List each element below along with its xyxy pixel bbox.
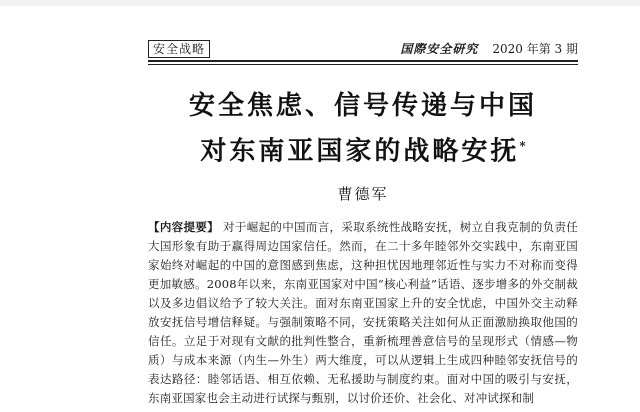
author-name: 曹德军 bbox=[337, 185, 389, 203]
abstract-label: 【内容提要】 bbox=[148, 220, 220, 234]
journal-name: 国際安全研究 bbox=[400, 42, 479, 56]
abstract-text: 对于崛起的中国而言，采取系统性战略安抚，树立自我克制的负责任大国形象有助于赢得周边国家信任。然而，在二十多年睦邻外交实践中，东南亚国家始终对崛起的中国的意图感到焦虑，这种担忧因地理邻近性与实力不对称而变得更加敏感。2008年以来，东南亚国家对中国“核心利益”话语、逐步增多的外交制裁以及多边倡议给予了较大关注。面对东南亚国家上升的安全忧虑，中国外交主动释放安抚信号增信释疑。与强制策略不同，安抚策略关注如何从正面激励换取他国的信任。立足于对现有文献的批判性整合，重新梳理善意信号的呈现形式（情感—物质）与成本来源（内生—外生）两大维度，可以从逻辑上生成四种睦邻安抚信号的表达路径：睦邻话语、相互依赖、无私援助与制度约束。面对中国的吸引与安抚，东南亚国家也会主动进行试探与甄别，以讨价还价、社会化、对冲试探和制 bbox=[148, 220, 578, 405]
top-edge-bar bbox=[0, 0, 640, 6]
title-line-2-text: 对东南亚国家的战略安抚 bbox=[200, 136, 520, 167]
article-title bbox=[148, 86, 578, 172]
issue-number: 2020 年第 3 期 bbox=[492, 42, 578, 56]
abstract bbox=[148, 218, 578, 408]
header-right bbox=[400, 41, 578, 57]
title-line-2 bbox=[148, 126, 578, 172]
header-rule-thin bbox=[148, 64, 578, 65]
page-header bbox=[148, 40, 578, 58]
title-line-1: 安全焦虑、信号传递与中国 bbox=[188, 91, 537, 121]
header-rule-thick bbox=[148, 60, 578, 62]
title-footnote-mark: * bbox=[519, 139, 526, 153]
section-label: 安全战略 bbox=[148, 40, 210, 58]
